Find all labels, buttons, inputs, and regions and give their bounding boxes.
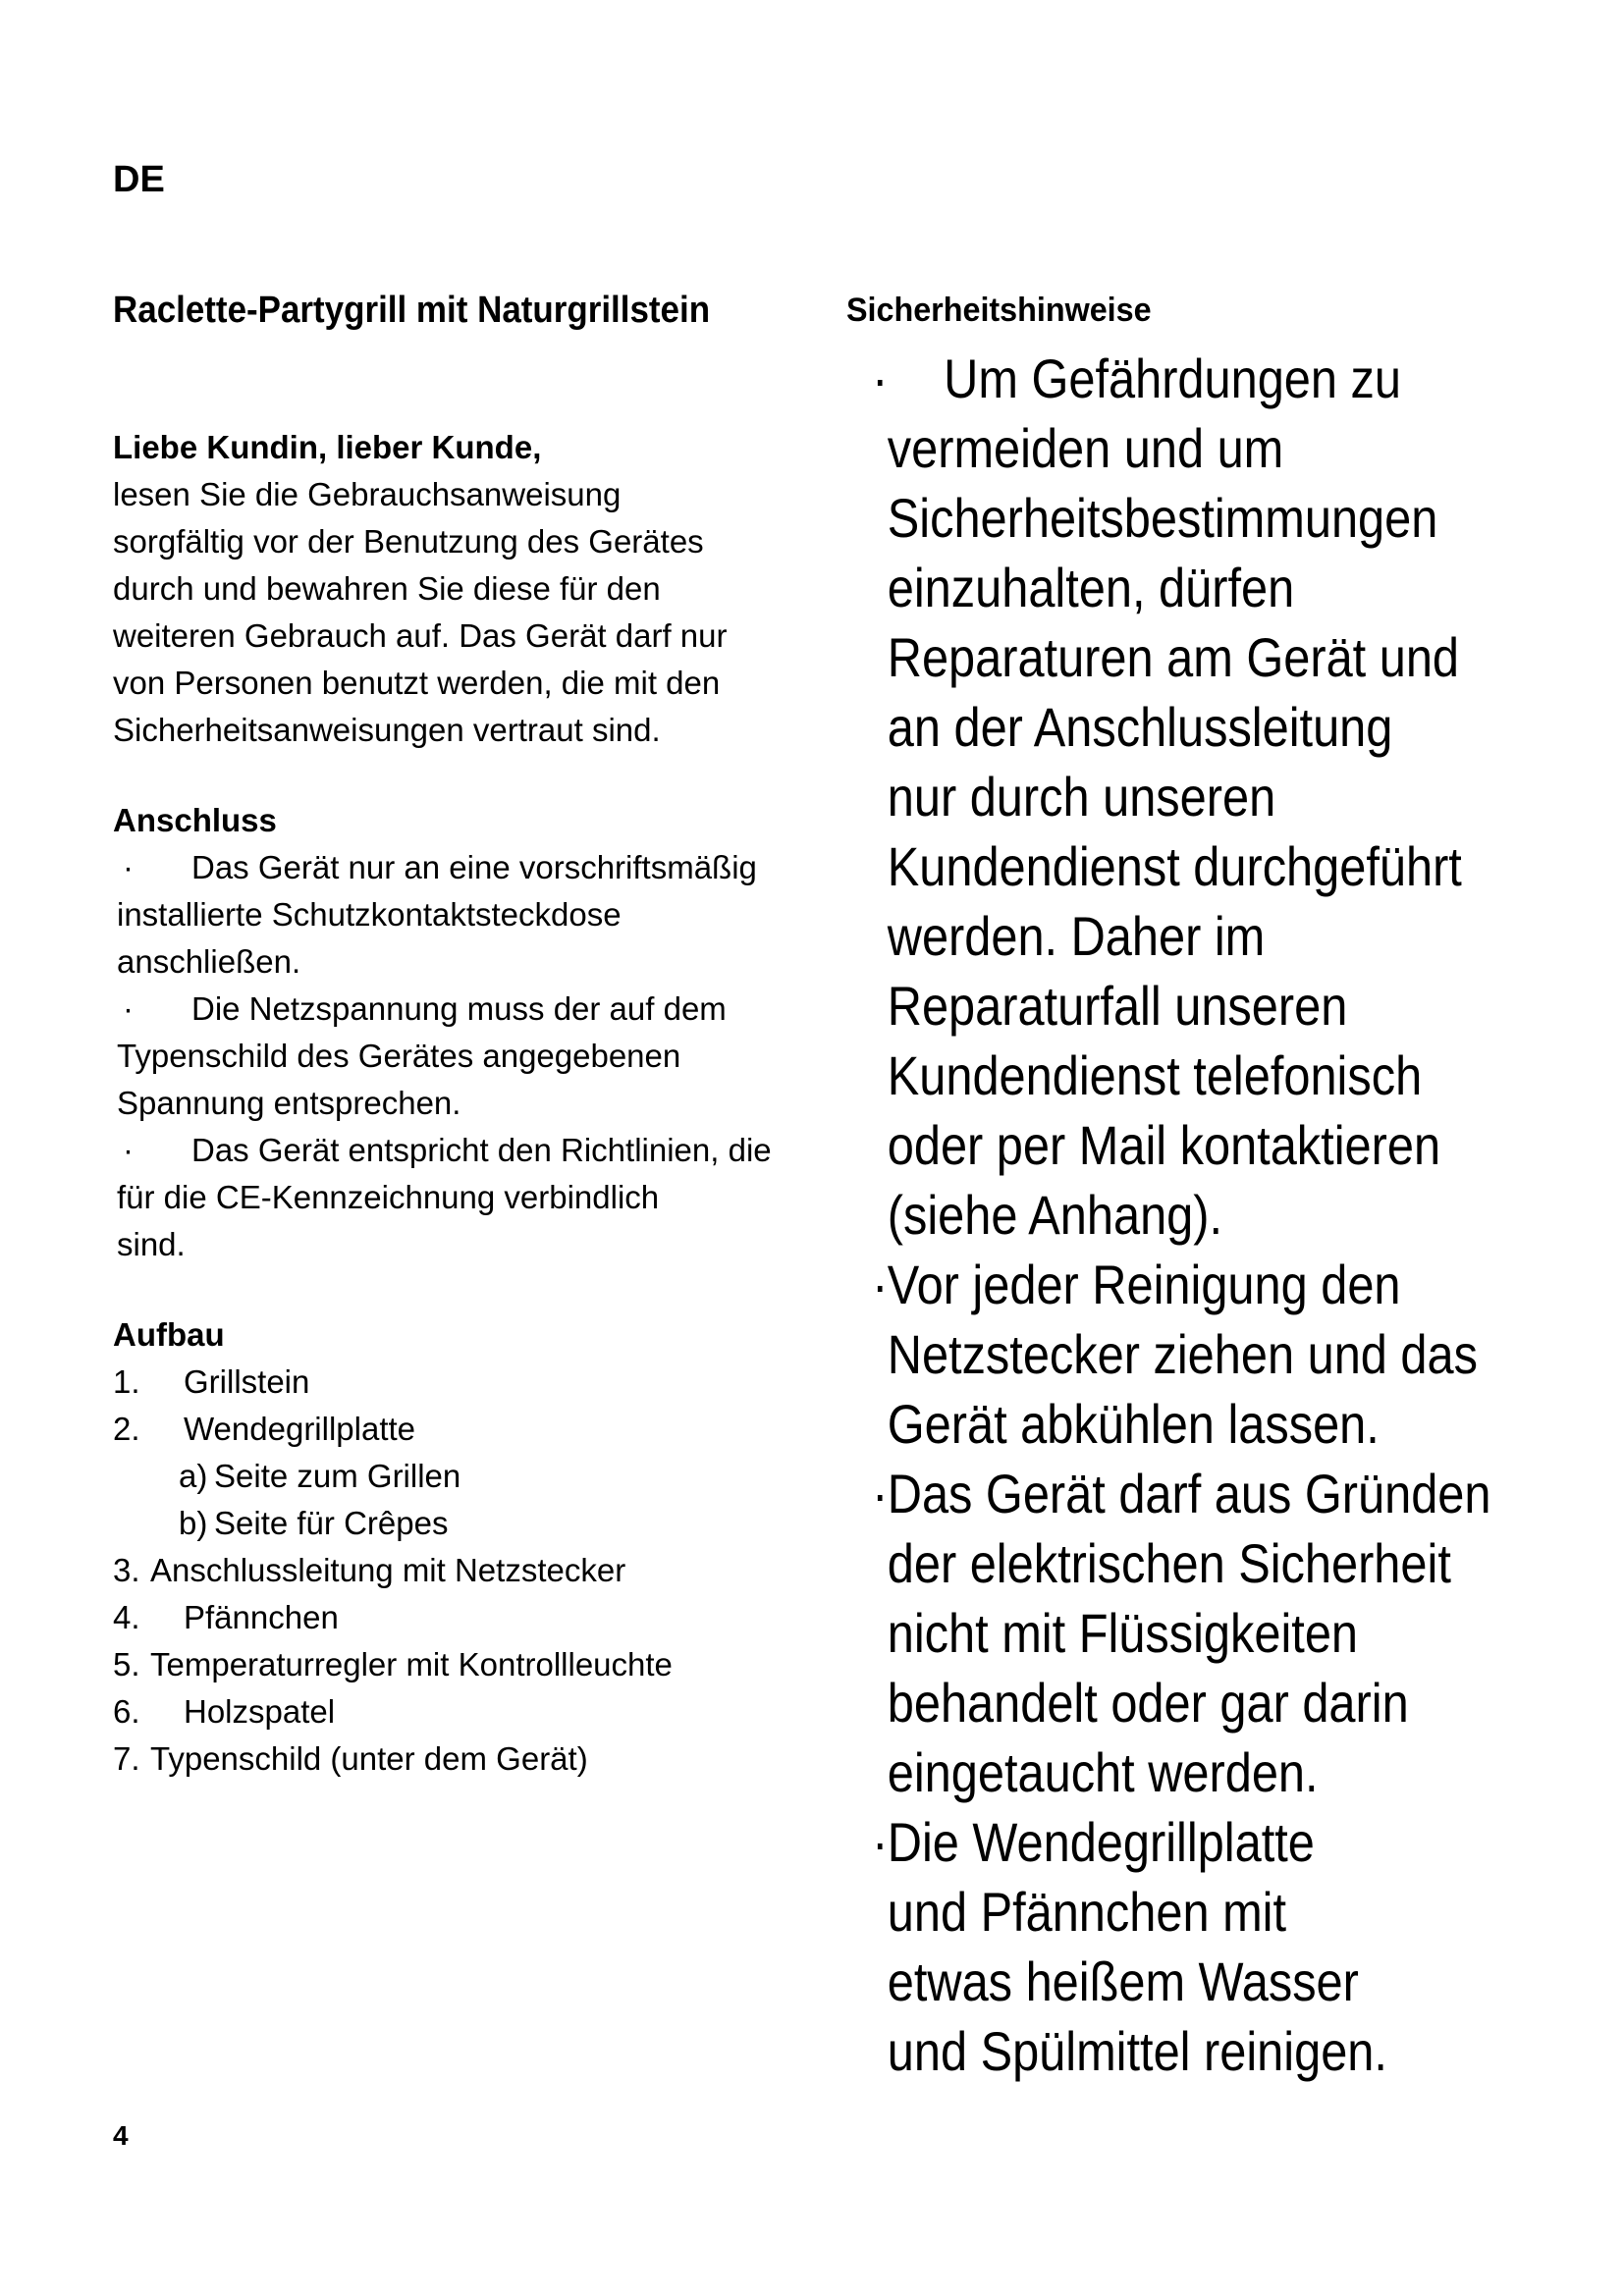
- list-item: [113, 844, 820, 986]
- intro-line: lesen Sie die Gebrauchsanweisung: [113, 476, 622, 512]
- safety-item: [846, 1807, 1598, 2086]
- item-number: 3.: [113, 1552, 140, 1588]
- item-text: Seite zum Grillen: [214, 1458, 461, 1494]
- safety-line: und Spülmittel reinigen.: [887, 2020, 1387, 2082]
- safety-line: (siehe Anhang).: [887, 1184, 1223, 1246]
- safety-line: der elektrischen Sicherheit: [887, 1532, 1451, 1594]
- section-heading-aufbau: Aufbau: [113, 1316, 225, 1353]
- list-item: [113, 1735, 820, 1783]
- item-number: 6.: [113, 1693, 140, 1730]
- bullet-icon: ·: [123, 1132, 134, 1168]
- safety-line: an der Anschlussleitung: [887, 696, 1393, 758]
- bullet-icon: ·: [872, 1463, 889, 1524]
- intro-line: sorgfältig vor der Benutzung des Gerätes: [113, 523, 704, 560]
- intro-line: durch und bewahren Sie diese für den: [113, 570, 661, 607]
- item-text: Pfännchen: [184, 1599, 339, 1635]
- item-number: 5.: [113, 1646, 140, 1682]
- list-item: [113, 1406, 820, 1453]
- safety-line: Kundendienst telefonisch: [887, 1044, 1423, 1106]
- safety-line: werden. Daher im: [887, 905, 1266, 967]
- safety-line: Reparaturen am Gerät und: [887, 626, 1460, 688]
- item-text: Typenschild (unter dem Gerät): [150, 1740, 588, 1777]
- safety-line: Um Gefährdungen zu: [944, 347, 1401, 409]
- section-heading-anschluss: Anschluss: [113, 802, 277, 838]
- anschluss-list: [113, 844, 820, 1268]
- list-item-line: Das Gerät entspricht den Richtlinien, die: [191, 1132, 772, 1168]
- safety-line: oder per Mail kontaktieren: [887, 1114, 1441, 1176]
- list-item: [113, 1500, 820, 1547]
- list-item: [113, 1688, 820, 1735]
- safety-line: Vor jeder Reinigung den: [887, 1254, 1401, 1315]
- section-heading-sicherheitshinweise: Sicherheitshinweise: [846, 292, 1152, 329]
- list-item: [113, 1453, 820, 1500]
- item-number: b): [179, 1505, 208, 1541]
- list-item: [113, 1641, 820, 1688]
- list-item: [113, 1594, 820, 1641]
- intro-line: Sicherheitsanweisungen vertraut sind.: [113, 712, 661, 748]
- safety-line: behandelt oder gar darin: [887, 1672, 1409, 1734]
- item-text: Wendegrillplatte: [184, 1411, 416, 1447]
- item-text: Temperaturregler mit Kontrollleuchte: [150, 1646, 673, 1682]
- right-column: [846, 285, 1593, 2086]
- list-item-line: Spannung entsprechen.: [117, 1085, 461, 1121]
- list-item-line: Typenschild des Gerätes angegebenen: [117, 1038, 681, 1074]
- language-code: DE: [113, 159, 165, 200]
- safety-line: nicht mit Flüssigkeiten: [887, 1602, 1359, 1664]
- item-number: 2.: [113, 1411, 140, 1447]
- list-item: [113, 1547, 820, 1594]
- aufbau-list: [113, 1359, 820, 1783]
- list-item-line: Die Netzspannung muss der auf dem: [191, 990, 727, 1027]
- list-item-line: Das Gerät nur an eine vorschriftsmäßig: [191, 849, 757, 885]
- item-number: 4.: [113, 1599, 140, 1635]
- bullet-icon: ·: [872, 1811, 889, 1873]
- bullet-icon: ·: [872, 1254, 889, 1315]
- list-item-line: für die CE-Kennzeichnung verbindlich: [117, 1179, 660, 1215]
- item-text: Grillstein: [184, 1363, 310, 1400]
- safety-line: eingetaucht werden.: [887, 1741, 1319, 1803]
- safety-list: [846, 344, 1598, 2086]
- safety-line: Reparaturfall unseren: [887, 975, 1348, 1037]
- item-number: 1.: [113, 1363, 140, 1400]
- list-item: [113, 986, 820, 1127]
- safety-line: Kundendienst durchgeführt: [887, 835, 1462, 897]
- safety-line: nur durch unseren: [887, 766, 1276, 828]
- list-item-line: sind.: [117, 1226, 186, 1262]
- safety-item: [846, 344, 1598, 1250]
- item-text: Seite für Crêpes: [214, 1505, 449, 1541]
- list-item: [113, 1359, 820, 1406]
- safety-item: [846, 1459, 1598, 1807]
- intro-paragraph: [113, 471, 820, 754]
- page-number: 4: [113, 2120, 129, 2151]
- safety-line: vermeiden und um: [887, 417, 1284, 479]
- item-text: Holzspatel: [184, 1693, 336, 1730]
- safety-item: [846, 1250, 1598, 1459]
- item-text: Anschlussleitung mit Netzstecker: [150, 1552, 626, 1588]
- greeting: Liebe Kundin, lieber Kunde,: [113, 429, 542, 465]
- safety-line: einzuhalten, dürfen: [887, 557, 1295, 618]
- left-column: [113, 285, 820, 1783]
- bullet-icon: ·: [123, 849, 134, 885]
- safety-line: Die Wendegrillplatte: [887, 1811, 1315, 1873]
- list-item: [113, 1127, 820, 1268]
- bullet-icon: ·: [872, 347, 889, 409]
- item-number: 7.: [113, 1740, 140, 1777]
- document-title: Raclette-Partygrill mit Naturgrillstein: [113, 290, 711, 331]
- bullet-icon: ·: [123, 990, 134, 1027]
- list-item-line: installierte Schutzkontaktsteckdose: [117, 896, 622, 933]
- safety-line: etwas heißem Wasser: [887, 1950, 1359, 2012]
- safety-line: Das Gerät darf aus Gründen: [887, 1463, 1491, 1524]
- list-item-line: anschließen.: [117, 943, 301, 980]
- safety-line: Gerät abkühlen lassen.: [887, 1393, 1380, 1455]
- intro-line: von Personen benutzt werden, die mit den: [113, 665, 721, 701]
- safety-line: Sicherheitsbestimmungen: [887, 487, 1438, 549]
- safety-line: und Pfännchen mit: [887, 1881, 1287, 1943]
- intro-line: weiteren Gebrauch auf. Das Gerät darf nur: [113, 617, 728, 654]
- safety-line: Netzstecker ziehen und das: [887, 1323, 1478, 1385]
- item-number: a): [179, 1458, 208, 1494]
